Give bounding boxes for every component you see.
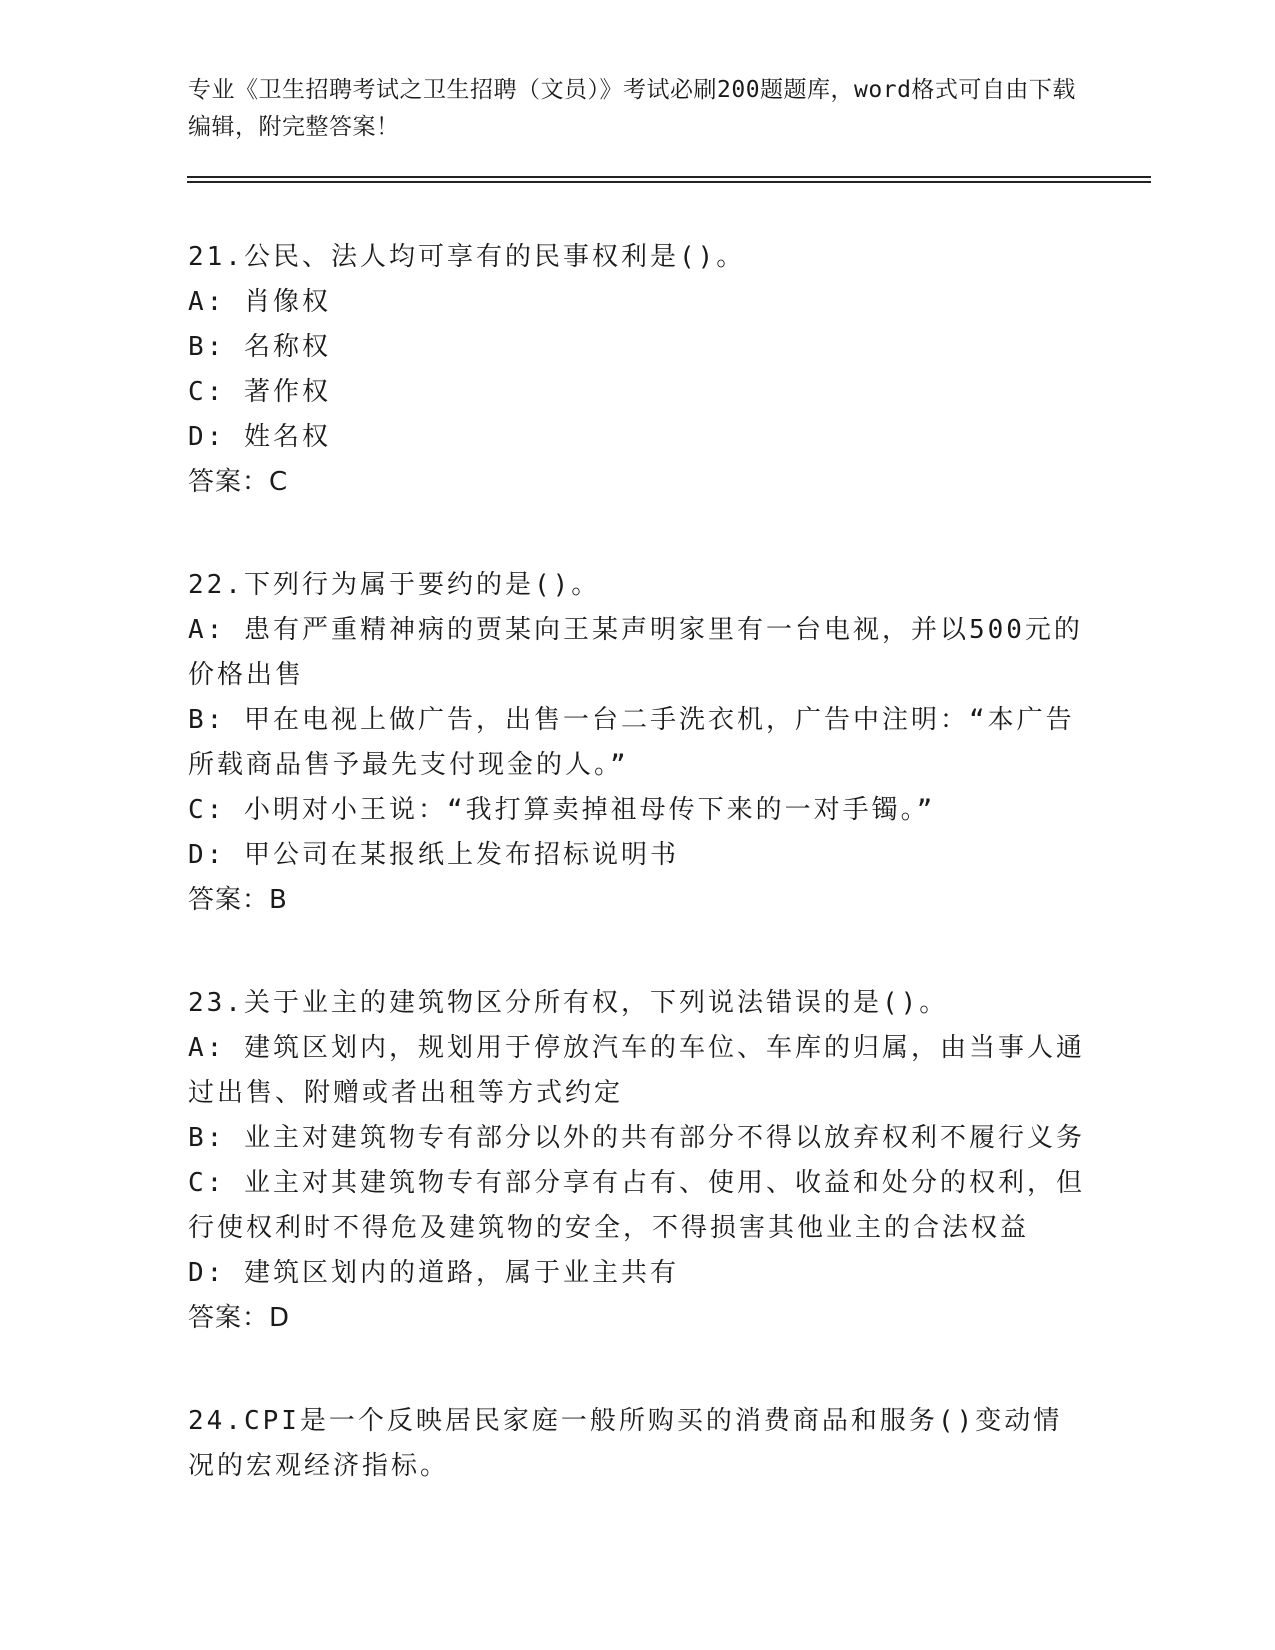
header-rule-top: [187, 176, 1151, 178]
answer-line: 答案：C: [188, 467, 289, 497]
option-d: D: 甲公司在某报纸上发布招标说明书: [188, 840, 679, 870]
option-d: D: 建筑区划内的道路，属于业主共有: [188, 1258, 679, 1288]
question-21: [188, 235, 1088, 505]
option-c: C: 小明对小王说：“我打算卖掉祖母传下来的一对手镯。”: [188, 795, 936, 825]
option-b: B: 甲在电视上做广告，出售一台二手洗衣机，广告中注明：“本广告所载商品售予最先支付现金的人。”: [188, 705, 1075, 780]
question-23: [188, 981, 1088, 1341]
answer-line: 答案：D: [188, 1303, 291, 1333]
option-c: C: 业主对其建筑物专有部分享有占有、使用、收益和处分的权利，但行使权利时不得危及建筑物的安全，不得损害其他业主的合法权益: [188, 1168, 1085, 1243]
option-a: A: 肖像权: [188, 287, 331, 317]
question-stem: 23.关于业主的建筑物区分所有权，下列说法错误的是()。: [188, 988, 949, 1018]
question-stem: 24.CPI是一个反映居民家庭一般所购买的消费商品和服务()变动情况的宏观经济指标。: [188, 1406, 1063, 1481]
option-a: A: 患有严重精神病的贾某向王某声明家里有一台电视，并以500元的价格出售: [188, 615, 1083, 690]
answer-line: 答案：B: [188, 885, 288, 915]
question-stem: 22.下列行为属于要约的是()。: [188, 570, 601, 600]
option-b: B: 名称权: [188, 332, 331, 362]
document-header: 专业《卫生招聘考试之卫生招聘（文员）》考试必刷200题题库，word格式可自由下载编辑，附完整答案！: [188, 77, 1076, 140]
question-24: [188, 1399, 1088, 1489]
option-d: D: 姓名权: [188, 422, 331, 452]
header-rule-bottom: [187, 181, 1151, 183]
question-list: [188, 235, 1088, 1547]
question-22: [188, 563, 1088, 923]
question-stem: 21.公民、法人均可享有的民事权利是()。: [188, 242, 746, 272]
option-c: C: 著作权: [188, 377, 331, 407]
option-b: B: 业主对建筑物专有部分以外的共有部分不得以放弃权利不履行义务: [188, 1123, 1085, 1153]
option-a: A: 建筑区划内，规划用于停放汽车的车位、车库的归属，由当事人通过出售、附赠或者出租等方式约定: [188, 1033, 1085, 1108]
